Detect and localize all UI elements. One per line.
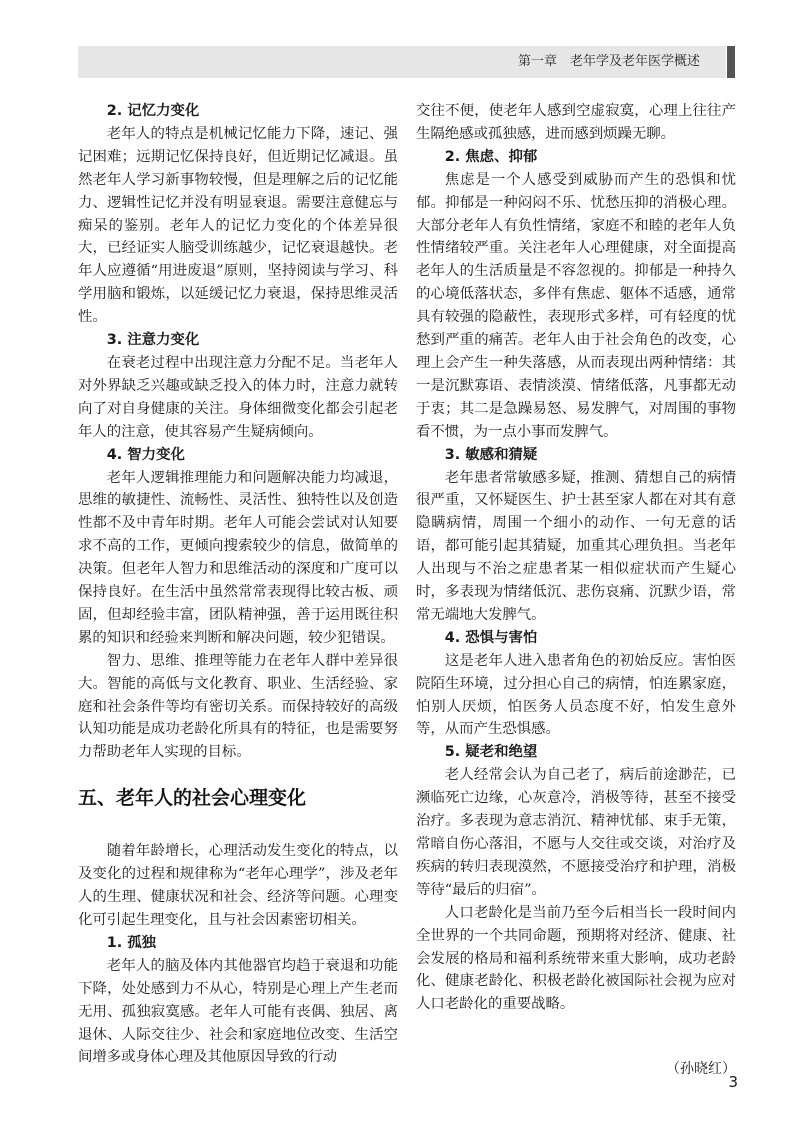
paragraph-intellect-1: 老年人逻辑推理能力和问题解决能力均减退，思维的敏捷性、流畅性、灵活性、独特性以及创造性都不及中青年时期。老年人可能会尝试对认知要求不高的工作，更倾向搜索较少的信息，做简单的决策。但老年人智力和思维活动的深度和广度可以保持良好。在生活中虽然常常表现得比较古板、顽固，但却经验丰富，团队精神强，善于运用既往积累的知识和经验来判断和解决问题，较少犯错误。 xyxy=(78,469,398,646)
paragraph-section-intro: 随着年龄增长，心理活动发生变化的特点，以及变化的过程和规律称为“老年心理学”，涉及老年人的生理、健康状况和社会、经济等问题。心理变化可引起生理变化，且与社会因素密切相关。 xyxy=(78,843,398,928)
left-column xyxy=(78,100,398,1069)
paragraph-lonely-continued: 交往不便，使老年人感到空虚寂寞，心理上往往产生隔绝感或孤独感，进而感到烦躁无聊。 xyxy=(416,103,736,142)
paragraph-anxiety: 焦虑是一个人感受到威胁而产生的恐惧和忧郁。抑郁是一种闷闷不乐、忧愁压抑的消极心理。大部分老年人有负性情绪，家庭不和睦的老年人负性情绪较严重。关注老年人心理健康，对全面提高老年人的生活质量是不容忽视的。抑郁是一种持久的心境低落状态，多伴有焦虑、躯体不适感，通常具有较强的隐蔽性，表现形式多样，可有轻度的忧愁到严重的痛苦。老年人由于社会角色的改变，心理上会产生一种失落感，从而表现出两种情绪：其一是沉默寡语、表情淡漠、情绪低落，凡事都无动于衷；其二是急躁易怒、易发脾气，对周围的事物看不惯，为一点小事而发脾气。 xyxy=(416,171,736,440)
paragraph-attention: 在衰老过程中出现注意力分配不足。当老年人对外界缺乏兴趣或缺乏投入的体力时，注意力就转向了对自身健康的关注。身体细微变化都会引起老年人的注意，使其容易产生疑病倾向。 xyxy=(78,354,398,440)
chapter-title: 第一章 老年学及老年医学概述 xyxy=(517,54,700,69)
paragraph-memory: 老年人的特点是机械记忆能力下降，速记、强记困难；远期记忆保持良好，但近期记忆减退。虽然老年人学习新事物较慢，但是理解之后的记忆能力、逻辑性记忆并没有明显衰退。需要注意健忘与痴呆的鉴别。老年人的记忆力变化的个体差异很大，已经证实人脑受训练越少，记忆衰退越快。老年人应遵循“用进废退”原则，坚持阅读与学习、科学用脑和锻炼，以延缓记忆力衰退，保持思维灵活性。 xyxy=(78,125,398,326)
paragraph-sensitive: 老年患者常敏感多疑，推测、猜想自己的病情很严重，又怀疑医生、护士甚至家人都在对其有意隐瞒病情，周围一个细小的动作、一句无意的话语，都可能引起其猜疑，加重其心理负担。当老年人出现与不治之症患者某一相似症状而产生疑心时，多表现为情绪低沉、悲伤哀痛、沉默少语，常常无端地大发脾气。 xyxy=(416,469,736,623)
subheading-memory: 2. 记忆力变化 xyxy=(106,103,200,119)
subheading-fear: 4. 恐惧与害怕 xyxy=(444,629,538,646)
subheading-anxiety: 2. 焦虑、抑郁 xyxy=(444,148,538,165)
paragraph-conclusion: 人口老龄化是当前乃至今后相当长一段时间内全世界的一个共同命题，预期将对经济、健康、社会发展的格局和福利系统带来重大影响，成功老龄化、健康老龄化、积极老龄化被国际社会视为应对人口老龄化的重要战略。 xyxy=(416,904,736,1013)
subheading-lonely: 1. 孤独 xyxy=(106,934,157,951)
subheading-intellect: 4. 智力变化 xyxy=(106,446,185,463)
author-signature: （孙晓红） xyxy=(666,1061,736,1078)
subheading-sensitive: 3. 敏感和猜疑 xyxy=(444,446,538,463)
page-number: 3 xyxy=(728,1073,738,1091)
paragraph-lonely: 老年人的脑及体内其他器官均趋于衰退和功能下降，处处感到力不从心，特别是心理上产生老而无用、孤独寂寞感。老年人可能有丧偶、独居、离退休、人际交往少、社会和家庭地位改变、生活空间增多或身体心理及其他原因导致的行动 xyxy=(78,957,398,1066)
subheading-attention: 3. 注意力变化 xyxy=(106,332,200,349)
paragraph-despair: 老人经常会认为自己老了，病后前途渺茫，已濒临死亡边缘，心灰意冷，消极等待，甚至不接受治疗。多表现为意志消沉、精神忧郁、束手无策，常暗自伤心落泪，不愿与人交往或交谈，对治疗及疾病的转归表现漠然，不愿接受治疗和护理，消极等待“最后的归宿”。 xyxy=(416,767,736,898)
paragraph-intellect-2: 智力、思维、推理等能力在老年人群中差异很大。智能的高低与文化教育、职业、生活经验、家庭和社会条件等均有密切关系。而保持较好的高级认知功能是成功老龄化所具有的特征，也是需要努力帮助老年人实现的目标。 xyxy=(78,652,398,761)
section-title: 五、老年人的社会心理变化 xyxy=(78,787,307,810)
paragraph-fear: 这是老年人进入患者角色的初始反应。害怕医院陌生环境，过分担心自己的病情，怕连累家庭，怕别人厌烦，怕医务人员态度不好，怕发生意外等，从而产生恐惧感。 xyxy=(416,652,736,738)
chapter-header-band xyxy=(78,46,726,78)
subheading-despair: 5. 疑老和绝望 xyxy=(444,744,538,761)
right-column xyxy=(416,100,736,1080)
header-accent-bar xyxy=(727,46,735,78)
